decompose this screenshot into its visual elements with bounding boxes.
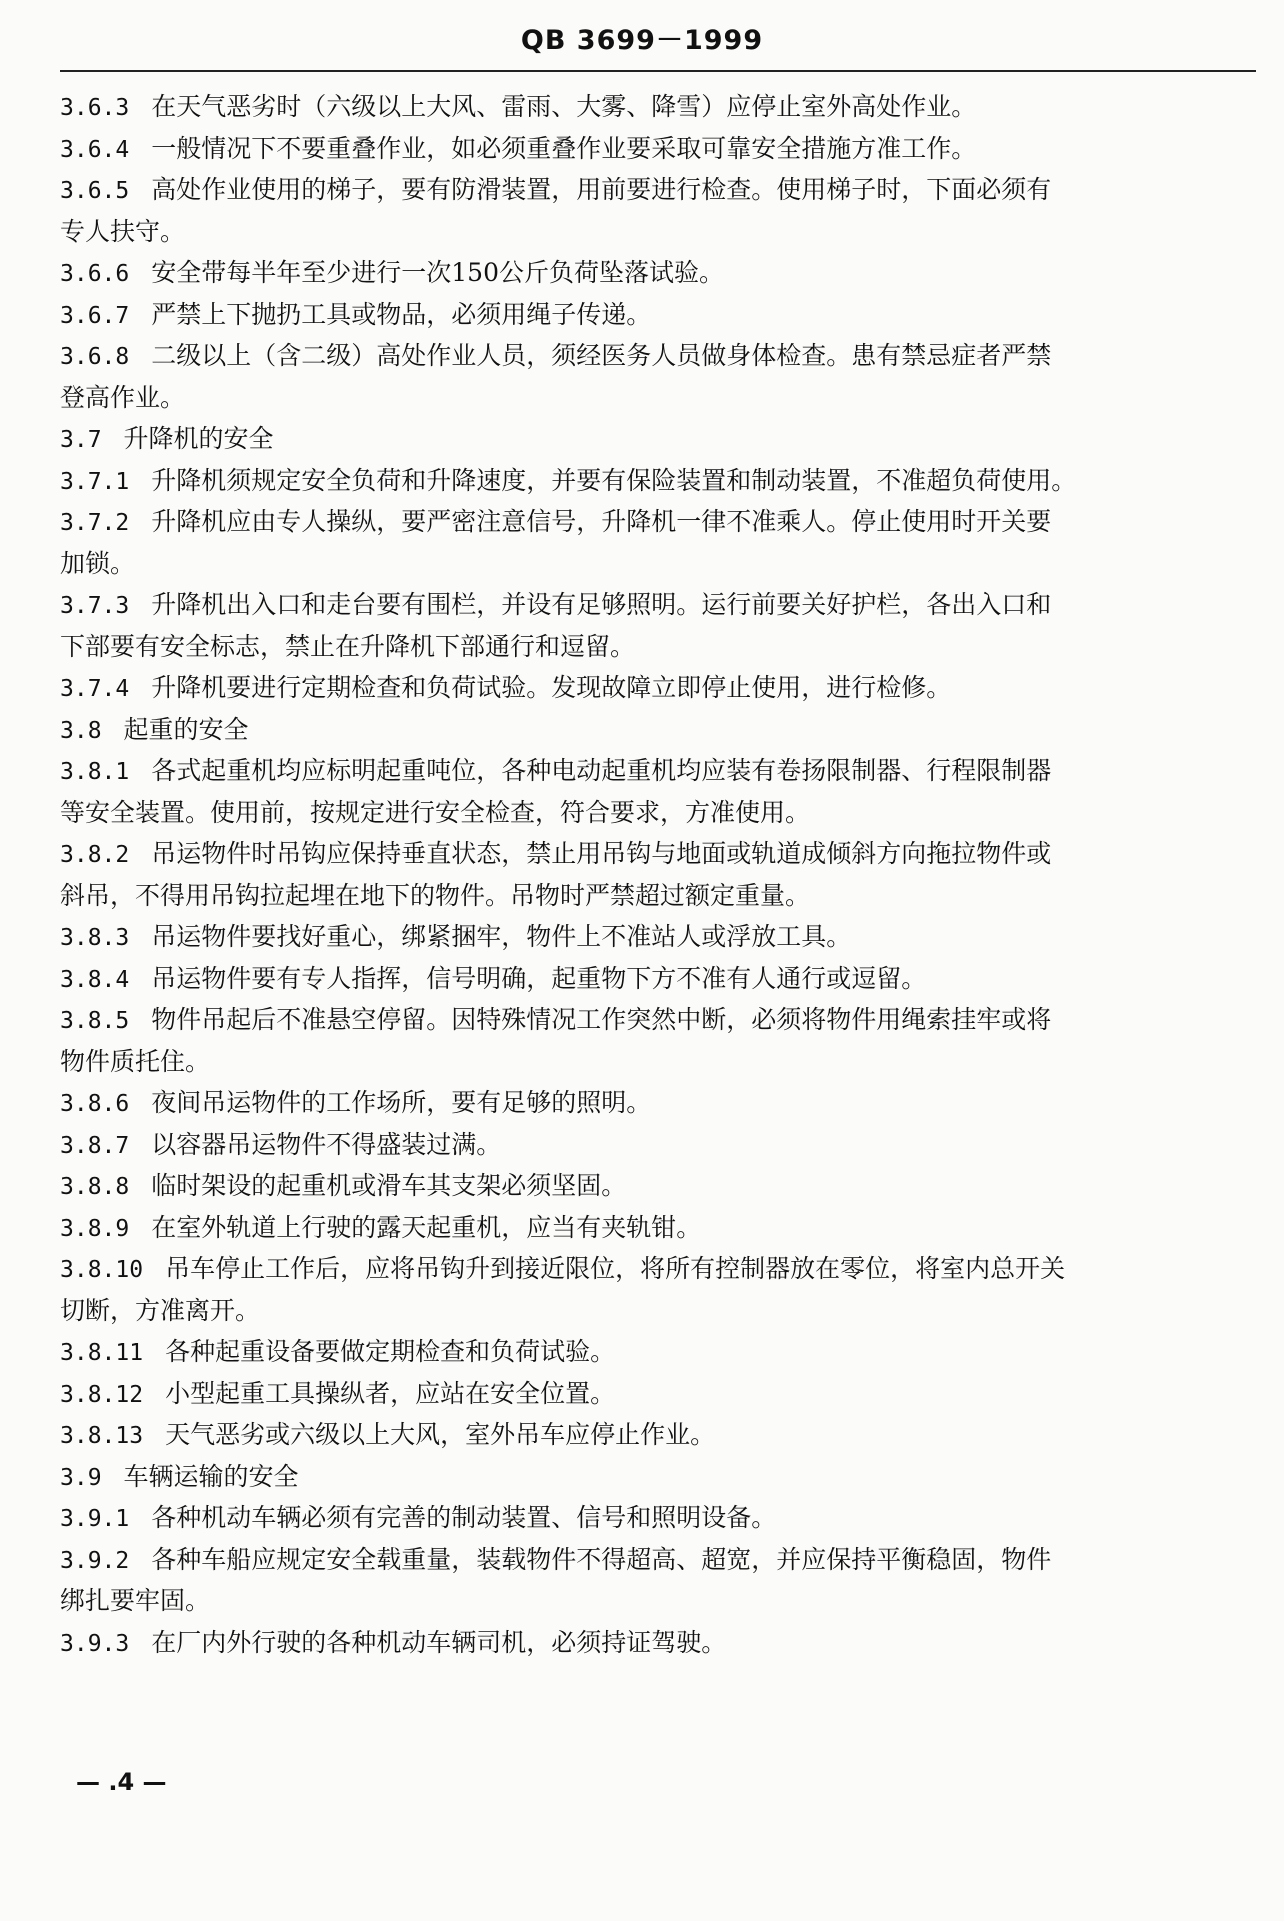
clause-line	[60, 1207, 1260, 1249]
clause-line	[60, 1124, 1260, 1166]
clause-number: 3.8.4	[60, 966, 130, 993]
clause-text: 在天气恶劣时（六级以上大风、雷雨、大雾、降雪）应停止室外高处作业。	[151, 92, 977, 121]
clause-number: 3.8.12	[60, 1381, 144, 1408]
clause-line	[60, 1414, 1260, 1456]
clause-number: 3.8.1	[60, 759, 130, 785]
clause-text: 起重的安全	[123, 714, 249, 744]
clause-line	[60, 1497, 1260, 1539]
clause-number: 3.8.11	[60, 1340, 144, 1366]
clause-line	[60, 999, 1260, 1041]
clause-text: 升降机要进行定期检查和负荷试验。发现故障立即停止使用，进行检修。	[151, 673, 952, 702]
clause-number: 3.8.3	[60, 925, 130, 951]
clause-text: 吊车停止工作后，应将吊钩升到接近限位，将所有控制器放在零位，将室内总开关	[165, 1254, 1066, 1283]
clause-text: 切断，方准离开。	[60, 1295, 261, 1325]
clause-line	[60, 128, 1260, 170]
clause-number: 3.8.7	[60, 1132, 130, 1159]
clause-text: 吊运物件要找好重心，绑紧捆牢，物件上不准站人或浮放工具。	[151, 922, 852, 951]
clause-number: 3.6.8	[60, 344, 130, 370]
clause-line	[60, 1456, 1260, 1498]
clause-text: 升降机出入口和走台要有围栏，并设有足够照明。运行前要关好护栏，各出入口和	[151, 590, 1052, 619]
clause-text: 吊运物件时吊钩应保持垂直状态，禁止用吊钩与地面或轨道成倾斜方向拖拉物件或	[151, 839, 1052, 868]
page-number: — .4 —	[76, 1768, 167, 1796]
document-header: QB 3699－1999	[520, 25, 764, 56]
clause-text: 临时架设的起重机或滑车其支架必须坚固。	[151, 1171, 627, 1200]
clause-continuation-line	[60, 211, 1260, 253]
clause-text: 高处作业使用的梯子，要有防滑装置，用前要进行检查。使用梯子时，下面必须有	[151, 175, 1052, 204]
clause-text: 斜吊，不得用吊钩拉起埋在地下的物件。吊物时严禁超过额定重量。	[60, 880, 811, 910]
clause-number: 3.8.8	[60, 1174, 130, 1200]
clause-line	[60, 1373, 1260, 1415]
clause-number: 3.6.5	[60, 178, 130, 204]
clause-line	[60, 958, 1260, 1000]
clause-line	[60, 335, 1260, 377]
clause-number: 3.7	[60, 427, 102, 453]
clause-continuation-line	[60, 543, 1260, 585]
clause-continuation-line	[60, 626, 1260, 668]
clause-line	[60, 169, 1260, 211]
clause-number: 3.7.3	[60, 593, 130, 619]
clause-text: 下部要有安全标志，禁止在升降机下部通行和逗留。	[60, 631, 636, 661]
clause-line	[60, 460, 1260, 502]
clause-text: 安全带每半年至少进行一次150公斤负荷坠落试验。	[151, 258, 724, 287]
clause-line	[60, 1539, 1260, 1581]
clause-text: 各种机动车辆必须有完善的制动装置、信号和照明设备。	[151, 1503, 777, 1532]
clause-number: 3.8.10	[60, 1257, 144, 1283]
clause-line	[60, 833, 1260, 875]
clause-line	[60, 750, 1260, 792]
clause-line	[60, 1165, 1260, 1207]
clause-text: 绑扎要牢固。	[60, 1586, 211, 1615]
clause-number: 3.7.1	[60, 468, 130, 495]
clause-line	[60, 709, 1260, 751]
clause-line	[60, 86, 1260, 128]
clause-text: 加锁。	[60, 548, 136, 578]
clause-text: 专人扶守。	[60, 216, 186, 246]
clause-text: 以容器吊运物件不得盛装过满。	[151, 1129, 502, 1159]
clause-text: 在厂内外行驶的各种机动车辆司机，必须持证驾驶。	[151, 1627, 727, 1657]
clause-line	[60, 667, 1260, 709]
clause-text: 升降机应由专人操纵，要严密注意信号，升降机一律不准乘人。停止使用时开关要	[151, 507, 1052, 536]
clause-continuation-line	[60, 792, 1260, 834]
clause-text: 天气恶劣或六级以上大风，室外吊车应停止作业。	[165, 1420, 716, 1449]
clause-number: 3.8	[60, 717, 102, 744]
clause-text: 各式起重机均应标明起重吨位，各种电动起重机均应装有卷扬限制器、行程限制器	[151, 756, 1052, 785]
clause-number: 3.8.2	[60, 842, 130, 868]
clause-text: 严禁上下抛扔工具或物品，必须用绳子传递。	[151, 299, 652, 329]
clause-line	[60, 1331, 1260, 1373]
clause-number: 3.6.6	[60, 261, 130, 287]
clause-number: 3.8.9	[60, 1215, 130, 1242]
clause-line	[60, 501, 1260, 543]
clause-text: 登高作业。	[60, 382, 186, 412]
clause-text: 各种车船应规定安全载重量，装载物件不得超高、超宽，并应保持平衡稳固，物件	[151, 1544, 1052, 1574]
clause-text: 物件质托住。	[60, 1046, 211, 1076]
clause-text: 小型起重工具操纵者，应站在安全位置。	[165, 1378, 616, 1408]
clause-number: 3.9	[60, 1464, 102, 1491]
clause-number: 3.8.6	[60, 1091, 130, 1117]
clause-number: 3.9.1	[60, 1506, 130, 1532]
clause-number: 3.6.7	[60, 302, 130, 329]
clause-text: 吊运物件要有专人指挥，信号明确，起重物下方不准有人通行或逗留。	[151, 963, 927, 993]
clause-line	[60, 916, 1260, 958]
clause-line	[60, 1082, 1260, 1124]
clause-text: 二级以上（含二级）高处作业人员，须经医务人员做身体检查。患有禁忌症者严禁	[151, 341, 1052, 370]
clause-text: 车辆运输的安全	[123, 1461, 299, 1491]
clause-text: 在室外轨道上行驶的露天起重机，应当有夹轨钳。	[151, 1212, 702, 1242]
clause-line	[60, 418, 1260, 460]
clause-number: 3.9.2	[60, 1547, 130, 1574]
clause-text: 等安全装置。使用前，按规定进行安全检查，符合要求，方准使用。	[60, 797, 811, 827]
clause-text: 夜间吊运物件的工作场所，要有足够的照明。	[151, 1088, 652, 1117]
clause-continuation-line	[60, 1290, 1260, 1332]
clause-number: 3.8.13	[60, 1423, 144, 1449]
clause-continuation-line	[60, 875, 1260, 917]
clause-number: 3.7.4	[60, 676, 130, 702]
clause-line	[60, 252, 1260, 294]
clause-continuation-line	[60, 1580, 1260, 1622]
clause-line	[60, 1622, 1260, 1664]
clause-text: 一般情况下不要重叠作业，如必须重叠作业要采取可靠安全措施方准工作。	[151, 133, 977, 163]
clause-number: 3.6.4	[60, 136, 130, 163]
clause-text: 各种起重设备要做定期检查和负荷试验。	[165, 1337, 616, 1366]
clause-line	[60, 1248, 1260, 1290]
clause-text: 升降机须规定安全负荷和升降速度，并要有保险装置和制动装置，不准超负荷使用。	[151, 465, 1077, 495]
clause-number: 3.8.5	[60, 1008, 130, 1034]
clause-text: 物件吊起后不准悬空停留。因特殊情况工作突然中断，必须将物件用绳索挂牢或将	[151, 1005, 1052, 1034]
clause-text: 升降机的安全	[123, 424, 274, 453]
clause-number: 3.9.3	[60, 1630, 130, 1657]
clause-line	[60, 294, 1260, 336]
clause-continuation-line	[60, 377, 1260, 419]
clause-line	[60, 584, 1260, 626]
header-rule	[60, 70, 1256, 72]
clause-continuation-line	[60, 1041, 1260, 1083]
clause-number: 3.6.3	[60, 95, 130, 121]
document-body	[60, 86, 1260, 1663]
clause-number: 3.7.2	[60, 510, 130, 536]
